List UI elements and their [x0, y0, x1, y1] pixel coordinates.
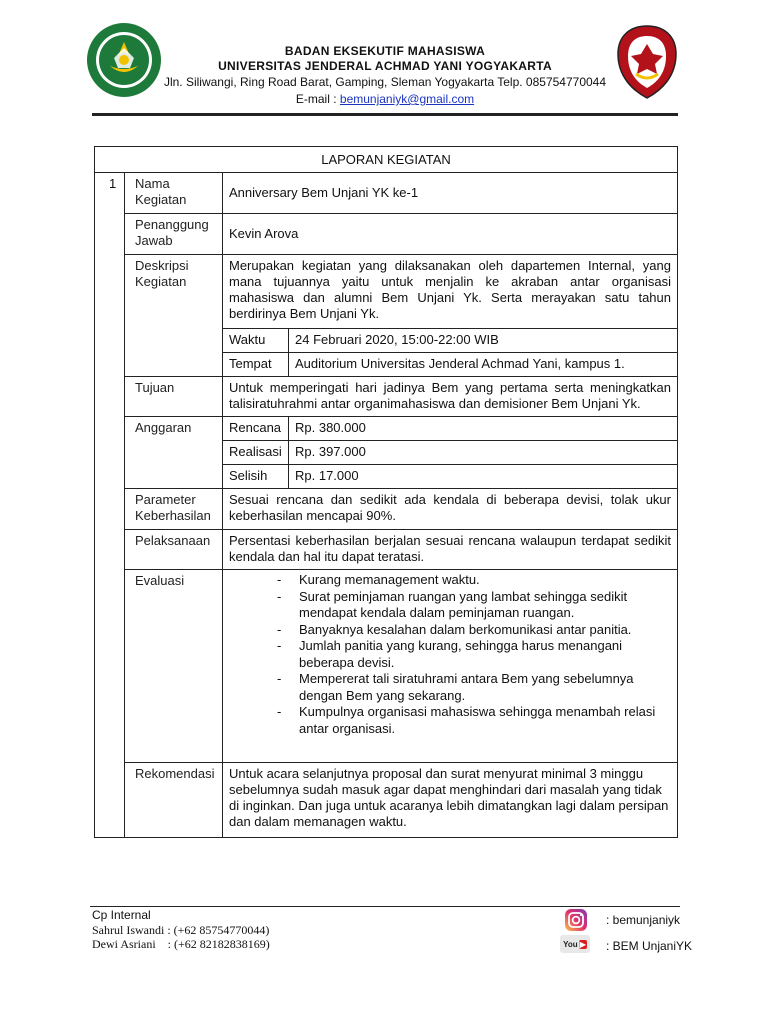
evaluasi-item: - Kurang memanagement waktu.	[277, 572, 671, 589]
rekomendasi-value: Untuk acara selanjutnya proposal dan surat menyurat minimal 3 minggu sebelumnya sudah masuk agar dapat menghindari dari masalah yang tidak di inginkan. Dan juga untuk acaranya lebih dimatangkan lagi dalam persipan dan dalam memanagen waktu.	[223, 763, 678, 838]
row-number: 1	[95, 173, 125, 838]
rencana-label: Rencana	[223, 417, 289, 441]
letterhead-text	[160, 44, 610, 107]
evaluasi-list	[229, 572, 671, 737]
pelaksanaan-value: Persentasi keberhasilan berjalan sesuai rencana walaupun terdapat sedikit kendala dan hal itu dapat teratasi.	[223, 530, 678, 570]
anggaran-label: Anggaran	[125, 417, 223, 489]
youtube-logo-text: You	[563, 939, 578, 949]
rencana-value: Rp. 380.000	[289, 417, 678, 441]
footer-divider	[90, 906, 680, 907]
evaluasi-item: - Surat peminjaman ruangan yang lambat sehingga sedikit mendapat kendala dalam peminjaman ruangan.	[277, 589, 671, 622]
pj-value: Kevin Arova	[223, 214, 678, 255]
evaluasi-item: - Jumlah panitia yang kurang, sehingga harus menangani beberapa devisi.	[277, 638, 671, 671]
pj-label: Penanggung Jawab	[125, 214, 223, 255]
rekomendasi-label: Rekomendasi	[125, 763, 223, 838]
email-line	[160, 91, 610, 107]
nama-label: Nama Kegiatan	[125, 173, 223, 214]
tujuan-value: Untuk memperingati hari jadinya Bem yang pertama serta meningkatkan talisiratuhrahmi antar organimahasiswa dan demisioner Bem Unjani Yk.	[223, 377, 678, 417]
bem-logo	[616, 24, 678, 100]
email-label: E-mail :	[295, 92, 340, 106]
youtube-link[interactable]	[560, 935, 693, 953]
selisih-label: Selisih	[223, 465, 289, 489]
letterhead-divider	[92, 113, 678, 116]
deskripsi-value: Merupakan kegiatan yang dilaksanakan oleh dapartemen Internal, yang mana tujuannya yaitu untuk menjalin ke akraban antar organisasi mahasiswa dan alumni Bem Unjani Yk. Serta merayakan satu tahun berdirinya Bem Unjani Yk.	[223, 255, 678, 329]
email-link[interactable]: bemunjaniyk@gmail.com	[339, 92, 475, 106]
tempat-label: Tempat	[223, 353, 289, 377]
address: Jln. Siliwangi, Ring Road Barat, Gamping, Sleman Yogyakarta Telp. 085754770044	[163, 75, 607, 89]
parameter-value: Sesuai rencana dan sedikit ada kendala di beberapa devisi, tolak ukur keberhasilan mencapai 90%.	[223, 489, 678, 530]
waktu-label: Waktu	[223, 329, 289, 353]
realisasi-value: Rp. 397.000	[289, 441, 678, 465]
tujuan-label: Tujuan	[125, 377, 223, 417]
letterhead	[0, 0, 768, 120]
pelaksanaan-label: Pelaksanaan	[125, 530, 223, 570]
university-name: UNIVERSITAS JENDERAL ACHMAD YANI YOGYAKARTA	[218, 59, 552, 73]
realisasi-label: Realisasi	[223, 441, 289, 465]
tempat-value: Auditorium Universitas Jenderal Achmad Yani, kampus 1.	[289, 353, 678, 377]
university-logo	[86, 22, 162, 98]
evaluasi-item: - Mempererat tali siratuhrami antara Bem yang sebelumnya dengan Bem yang sekarang.	[277, 671, 671, 704]
youtube-channel: : BEM UnjaniYK	[606, 939, 693, 953]
instagram-icon	[564, 908, 588, 932]
parameter-label: Parameter Keberhasilan	[125, 489, 223, 530]
instagram-handle: : bemunjaniyk	[606, 912, 681, 927]
contact-person	[92, 908, 270, 951]
contact-2: Dewi Asriani : (+62 82182838169)	[92, 937, 270, 951]
nama-value: Anniversary Bem Unjani YK ke-1	[223, 173, 678, 214]
evaluasi-label: Evaluasi	[125, 570, 223, 763]
cp-title: Cp Internal	[92, 908, 151, 922]
evaluasi-cell	[223, 570, 678, 763]
waktu-value: 24 Februari 2020, 15:00-22:00 WIB	[289, 329, 678, 353]
org-name: BADAN EKSEKUTIF MAHASISWA	[284, 44, 486, 58]
youtube-icon: You ▶	[560, 935, 590, 953]
deskripsi-label: Deskripsi Kegiatan	[125, 255, 223, 377]
contact-1: Sahrul Iswandi : (+62 85754770044)	[92, 923, 270, 937]
selisih-value: Rp. 17.000	[289, 465, 678, 489]
evaluasi-item: - Banyaknya kesalahan dalam berkomunikasi antar panitia.	[277, 622, 671, 639]
evaluasi-item: - Kumpulnya organisasi mahasiswa sehingga menambah relasi antar organisasi.	[277, 704, 671, 737]
report-table	[94, 146, 678, 838]
instagram-link[interactable]	[560, 907, 681, 932]
report-title: LAPORAN KEGIATAN	[95, 147, 678, 173]
